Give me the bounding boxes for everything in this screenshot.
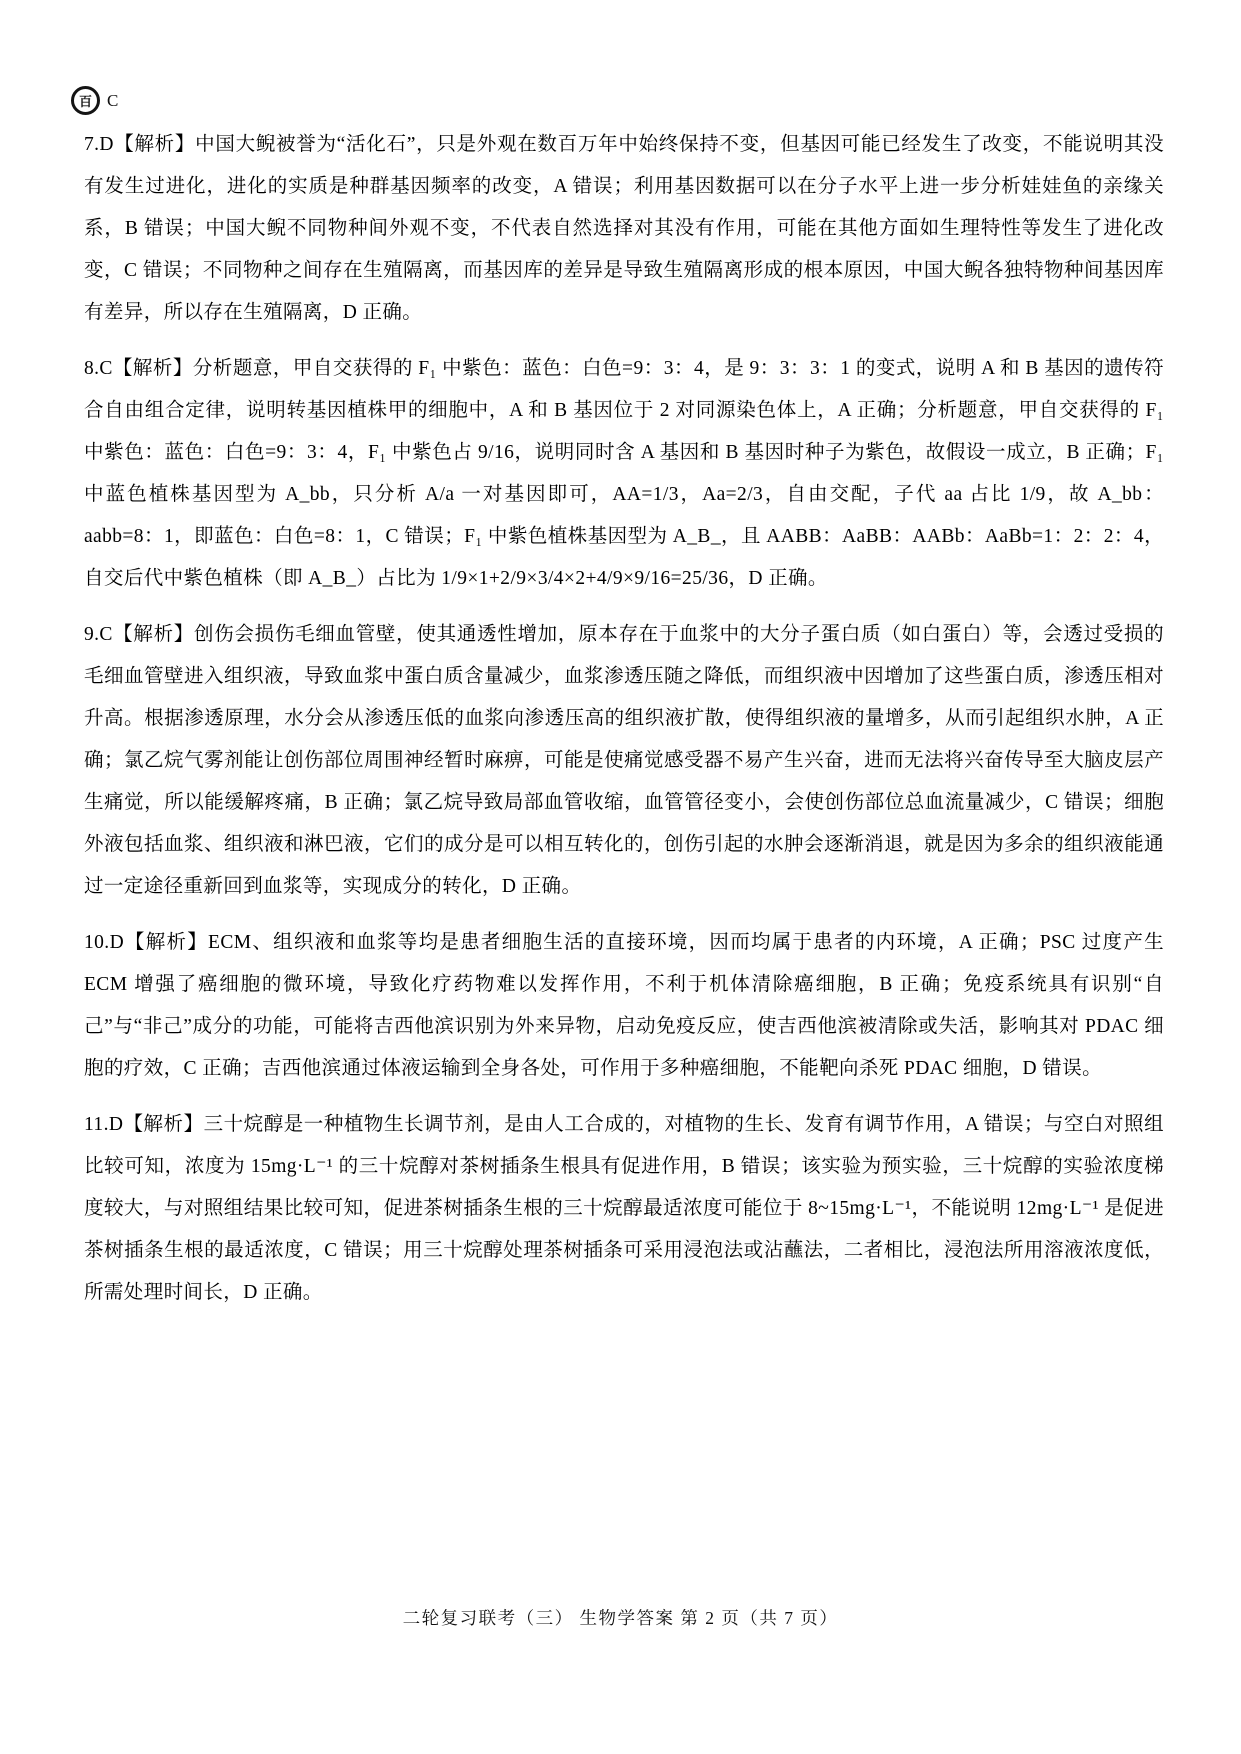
- baidu-logo-icon: [71, 86, 100, 115]
- page-footer: 二轮复习联考（三） 生物学答案 第 2 页（共 7 页）: [402, 1608, 839, 1628]
- answers-section: [84, 124, 1164, 1328]
- watermark-label: C: [107, 90, 119, 110]
- answer-item-10: 10.D【解析】ECM、组织液和血浆等均是患者细胞生活的直接环境，因而均属于患者的内环境，A 正确；PSC 过度产生 ECM 增强了癌细胞的微环境，导致化疗药物难以发挥作用，不利于机体清除癌细胞，B 正确；免疫系统具有识别“自己”与“非己”成分的功能，可能将吉西他滨识别为外来异物，启动免疫反应，使吉西他滨被清除或失活，影响其对 PDAC 细胞的疗效，C 正确；吉西他滨通过体液运输到全身各处，可作用于多种癌细胞，不能靶向杀死 PDAC 细胞，D 错误。: [84, 932, 1164, 1079]
- baidu-wenku-watermark: [71, 86, 118, 115]
- baidu-logo-char: 百: [78, 94, 92, 109]
- answer-item-9: 9.C【解析】创伤会损伤毛细血管壁，使其通透性增加，原本存在于血浆中的大分子蛋白质（如白蛋白）等，会透过受损的毛细血管壁进入组织液，导致血浆中蛋白质含量减少，血浆渗透压随之降低，而组织液中因增加了这些蛋白质，渗透压相对升高。根据渗透原理，水分会从渗透压低的血浆向渗透压高的组织液扩散，使得组织液的量增多，从而引起组织水肿，A 正确；氯乙烷气雾剂能让创伤部位周围神经暂时麻痹，可能是使痛觉感受器不易产生兴奋，进而无法将兴奋传导至大脑皮层产生痛觉，所以能缓解疼痛，B 正确；氯乙烷导致局部血管收缩，血管管径变小，会使创伤部位总血流量减少，C 错误；细胞外液包括血浆、组织液和淋巴液，它们的成分是可以相互转化的，创伤引起的水肿会逐渐消退，就是因为多余的组织液能通过一定途径重新回到血浆等，实现成分的转化，D 正确。: [84, 624, 1164, 897]
- answer-item-11: 11.D【解析】三十烷醇是一种植物生长调节剂，是由人工合成的，对植物的生长、发育有调节作用，A 错误；与空白对照组比较可知，浓度为 15mg·L⁻¹ 的三十烷醇对茶树插条生根具有促进作用，B 错误；该实验为预实验，三十烷醇的实验浓度梯度较大，与对照组结果比较可知，促进茶树插条生根的三十烷醇最适浓度可能位于 8~15mg·L⁻¹，不能说明 12mg·L⁻¹ 是促进茶树插条生根的最适浓度，C 错误；用三十烷醇处理茶树插条可采用浸泡法或沾蘸法，二者相比，浸泡法所用溶液浓度低，所需处理时间长，D 正确。: [84, 1114, 1164, 1303]
- answer-item-8: 8.C【解析】分析题意，甲自交获得的 F₁ 中紫色：蓝色：白色=9：3：4，是 9：3：3：1 的变式，说明 A 和 B 基因的遗传符合自由组合定律，说明转基因植株甲的细胞中，A 和 B 基因位于 2 对同源染色体上，A 正确；分析题意，甲自交获得的 F₁ 中紫色：蓝色：白色=9：3：4，F₁ 中紫色占 9/16，说明同时含 A 基因和 B 基因时种子为紫色，故假设一成立，B 正确；F₁ 中蓝色植株基因型为 A_bb，只分析 A/a 一对基因即可，AA=1/3，Aa=2/3，自由交配，子代 aa 占比 1/9，故 A_bb：aabb=8：1，即蓝色：白色=8：1，C 错误；F₁ 中紫色植株基因型为 A_B_，且 AABB：AaBB：AABb：AaBb=1：2：2：4，自交后代中紫色植株（即 A_B_）占比为 1/9×1+2/9×3/4×2+4/9×9/16=25/36，D 正确。: [84, 358, 1164, 589]
- answer-item-7: 7.D【解析】中国大鲵被誉为“活化石”，只是外观在数百万年中始终保持不变，但基因可能已经发生了改变，不能说明其没有发生过进化，进化的实质是种群基因频率的改变，A 错误；利用基因数据可以在分子水平上进一步分析娃娃鱼的亲缘关系，B 错误；中国大鲵不同物种间外观不变，不代表自然选择对其没有作用，可能在其他方面如生理特性等发生了进化改变，C 错误；不同物种之间存在生殖隔离，而基因库的差异是导致生殖隔离形成的根本原因，中国大鲵各独特物种间基因库有差异，所以存在生殖隔离，D 正确。: [84, 134, 1164, 323]
